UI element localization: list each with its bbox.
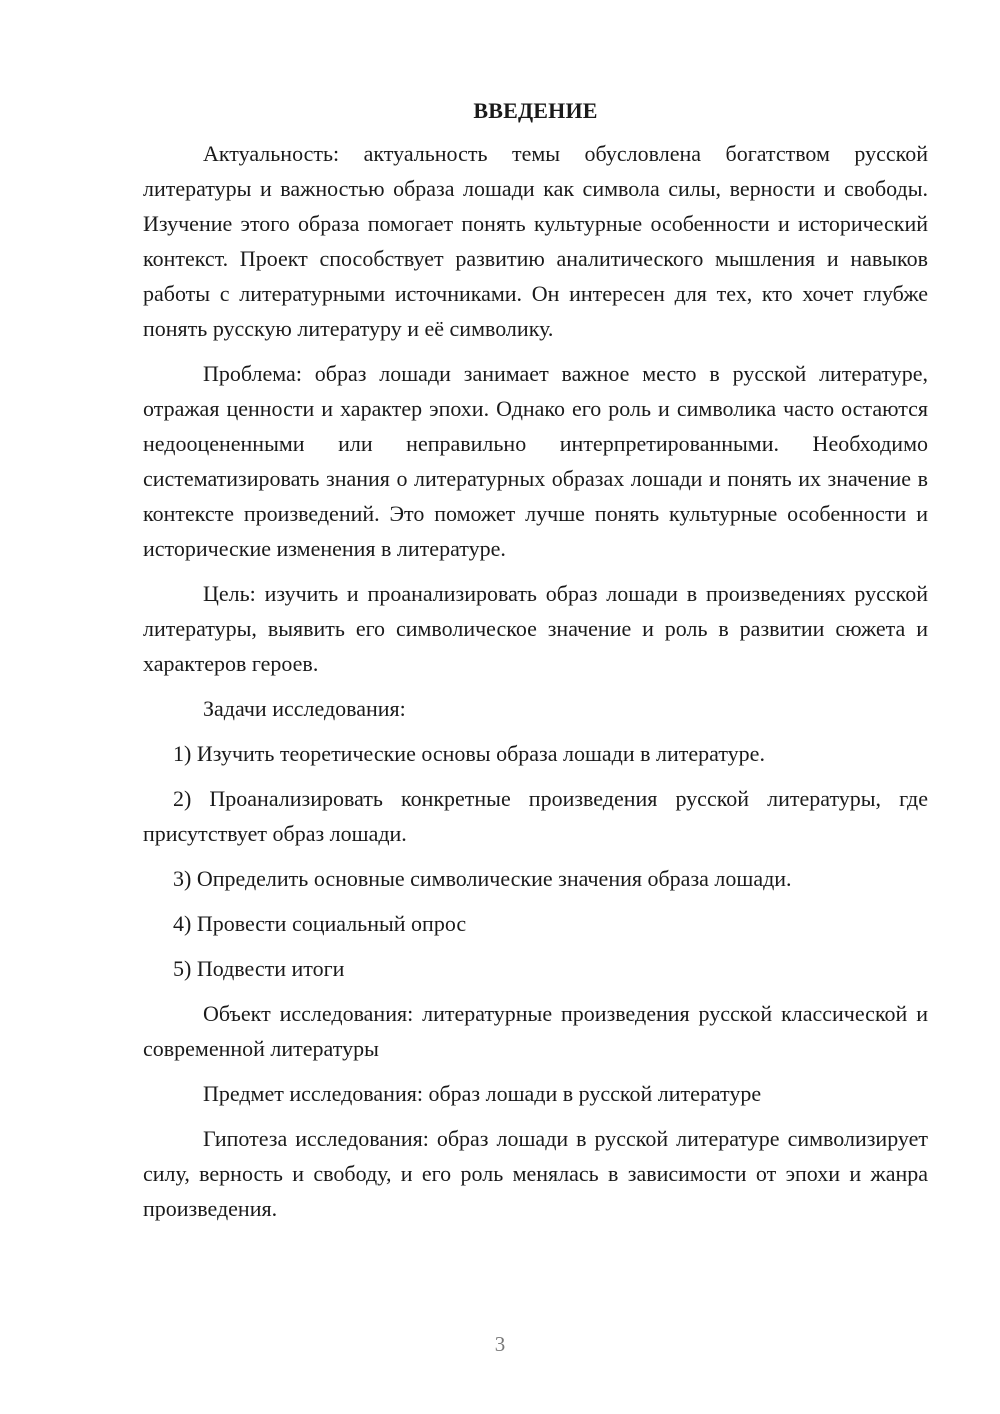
paragraph-hypothesis: Гипотеза исследования: образ лошади в русской литературе символизирует силу, верность и свободу, и его роль менялась в зависимости от эпохи и жанра произведения. — [143, 1126, 928, 1221]
tasks-heading: Задачи исследования: — [203, 696, 406, 721]
task-item-1: 1) Изучить теоретические основы образа лошади в литературе. — [173, 741, 765, 766]
paragraph-object: Объект исследования: литературные произведения русской классической и современной литературы — [143, 1001, 928, 1061]
task-item-3: 3) Определить основные символические значения образа лошади. — [173, 866, 792, 891]
task-item-5: 5) Подвести итоги — [173, 956, 345, 981]
page-number: 3 — [494, 1332, 506, 1356]
paragraph-subject: Предмет исследования: образ лошади в русской литературе — [203, 1081, 762, 1106]
paragraph-goal: Цель: изучить и проанализировать образ лошади в произведениях русской литературы, выявить его символическое значение и роль в развитии сюжета и характеров героев. — [143, 581, 928, 676]
task-item-4: 4) Провести социальный опрос — [173, 911, 467, 936]
task-item-2: 2) Проанализировать конкретные произведения русской литературы, где присутствует образ лошади. — [143, 786, 928, 846]
section-title: ВВЕДЕНИЕ — [473, 98, 598, 123]
paragraph-problem: Проблема: образ лошади занимает важное место в русской литературе, отражая ценности и характер эпохи. Однако его роль и символика часто остаются недооцененными или неправильно интерпретированными. Необходимо систематизировать знания о литературных образах лошади и понять их значение в контексте произведений. Это поможет лучше понять культурные особенности и исторические изменения в литературе. — [143, 361, 928, 561]
document-body — [143, 96, 928, 1236]
paragraph-relevance: Актуальность: актуальность темы обусловлена богатством русской литературы и важностью образа лошади как символа силы, верности и свободы. Изучение этого образа помогает понять культурные особенности и исторический контекст. Проект способствует развитию аналитического мышления и навыков работы с литературными источниками. Он интересен для тех, кто хочет глубже понять русскую литературу и её символику. — [143, 141, 928, 341]
